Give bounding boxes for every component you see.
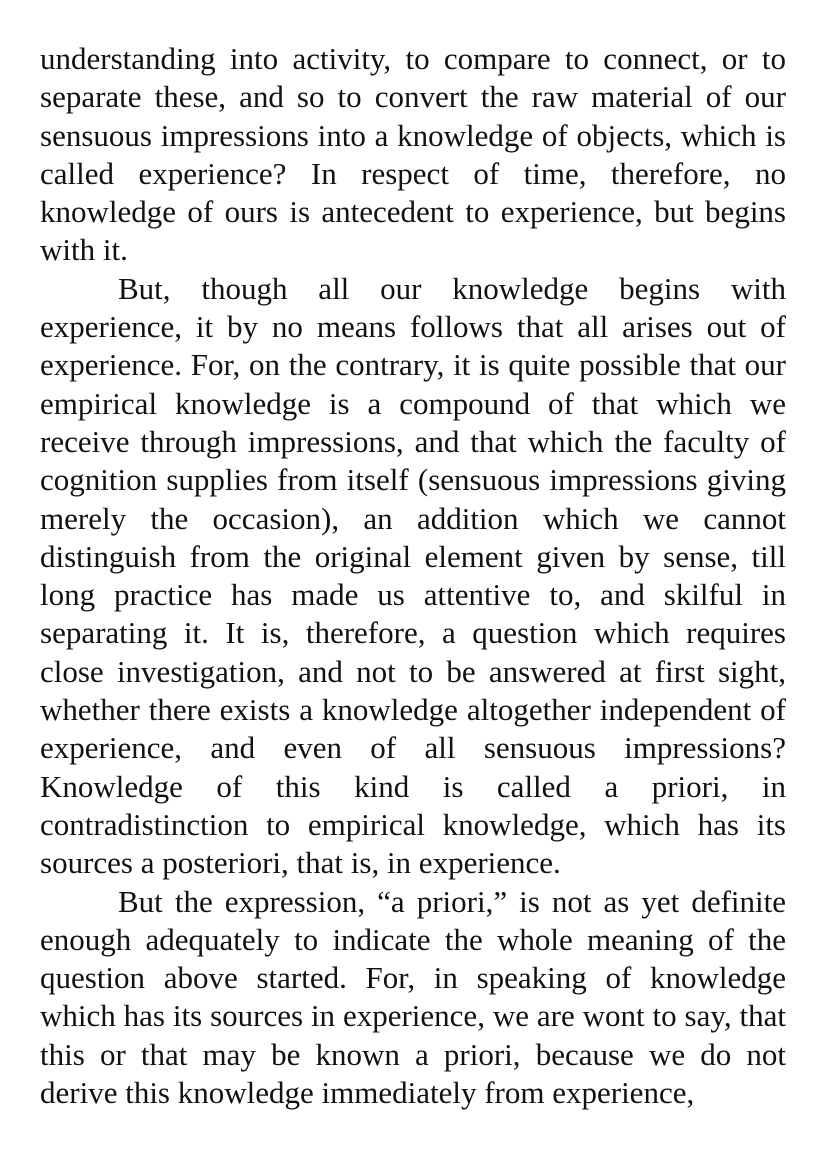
paragraph-expression-a-priori: But the expression, “a priori,” is not as yet definite enough adequately to indicate the whole meaning of the question above started. For, in speaking of knowledge which has its sources in experience, we are wont to say, that this or that may be known a priori, because we do not derive this knowledge immediately from experience,	[40, 883, 786, 1111]
paragraph-a-priori-question: But, though all our knowledge begins with experience, it by no means follows that all arises out of experience. For, on the contrary, it is quite possible that our empirical knowledge is a compound of that which we receive through impressions, and that which the faculty of cognition supplies from itself (sensuous impressions giving merely the occasion), an addition which we cannot distinguish from the original element given by sense, till long practice has made us attentive to, and skilful in separating it. It is, therefore, a question which requires close investigation, and not to be answered at first sight, whether there exists a knowledge altogether independent of experience, and even of all sensuous impressions? Knowledge of this kind is called a priori, in contradistinction to empirical knowledge, which has its sources a posteriori, that is, in experience.	[40, 270, 786, 881]
page-body	[40, 40, 786, 1112]
paragraph-continuation: understanding into activity, to compare to connect, or to separate these, and so to convert the raw material of our sensuous impressions into a knowledge of objects, which is called experience? In respect of time, therefore, no knowledge of ours is antecedent to experience, but begins with it.	[40, 41, 786, 268]
